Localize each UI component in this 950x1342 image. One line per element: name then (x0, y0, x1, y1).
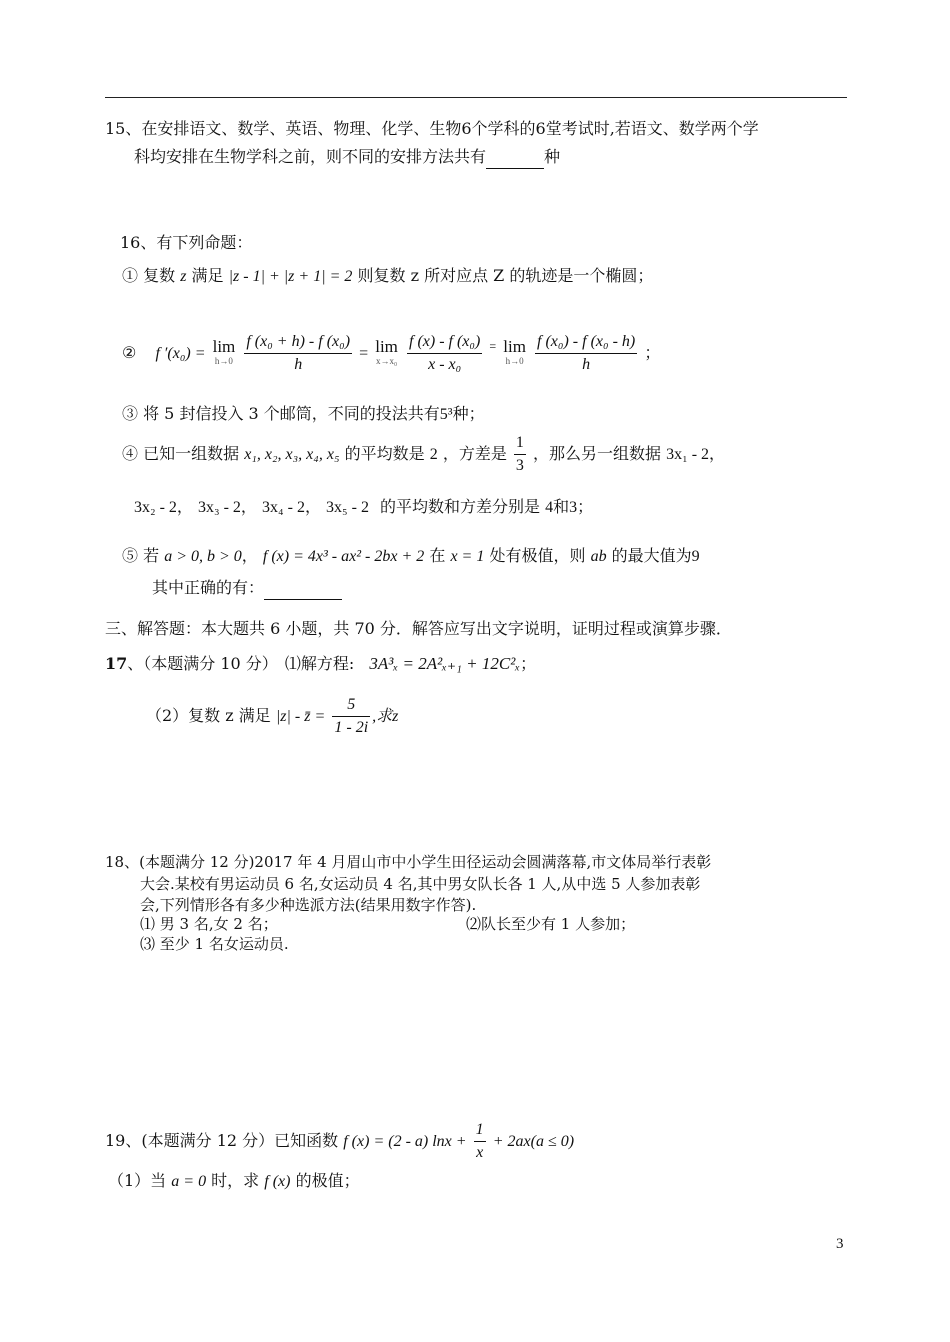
q16-p4-text1: ④ 已知一组数据 (122, 444, 240, 463)
comma: ， (176, 497, 193, 516)
frac-den: x - x₀ (428, 356, 462, 373)
frac-num: 5 (332, 695, 370, 717)
q16-p5-ab: ab (590, 548, 607, 565)
q16-p5-text1: ⑤ 若 (122, 546, 160, 565)
page-number: 3 (836, 1236, 844, 1252)
frac-num: f (x₀ + h) - f (x₀) (244, 332, 352, 354)
q16-p5-x: x = 1 (450, 548, 485, 565)
q16-answer-blank (264, 577, 342, 600)
q16-p4-d4: 3x₄ - 2 (262, 499, 305, 516)
q16-p4-text5: 的平均数和方差分别是 (380, 497, 541, 516)
q16-p4-mean: 2 (429, 446, 438, 463)
q18-subq2: ⑵队长至少有 1 人参加； (466, 915, 636, 933)
q16-p4-variance-frac (514, 433, 526, 476)
q16-p3-formula: 5³ (439, 406, 453, 423)
q16-proposition-3 (122, 403, 485, 426)
q17-part1 (105, 646, 536, 682)
lim-sub: h→0 (214, 355, 233, 366)
frac-den: h (582, 356, 591, 373)
q16-p5-text4: 的最大值为 (611, 546, 692, 565)
frac-den: 1 - 2i (334, 719, 369, 736)
lim-word: lim (503, 336, 526, 356)
q16-proposition-4-line1 (122, 432, 725, 477)
q19-p1-text1: （1）当 (108, 1171, 167, 1190)
q16-p1-prefix: ① 复数 (122, 266, 176, 285)
q16-p5-text3: 处有极值，则 (489, 546, 586, 565)
q16-eq-1: = (359, 345, 369, 362)
q16-p2-end: ； (644, 343, 661, 362)
q17-head: 、（本题满分 10 分） (127, 654, 278, 673)
q19-p1-cond: a = 0 (171, 1173, 207, 1190)
q19-head (105, 1118, 574, 1165)
q16-answer-line (152, 577, 342, 600)
lim-word: lim (212, 336, 236, 356)
q15-answer-blank (486, 146, 544, 169)
frac-den: h (294, 356, 303, 373)
q19-p1-f: f (x) (264, 1173, 291, 1190)
q16-p3-text: ③ 将 5 封信投入 3 个邮筒，不同的投法共有 (122, 404, 440, 423)
q16-p1-formula: |z - 1| + |z + 1| = 2 (228, 268, 353, 285)
q16-lim-2 (375, 336, 398, 368)
lim-sub: h→0 (505, 355, 524, 366)
q17-p1-label: ⑴解方程: (284, 654, 355, 673)
section3-heading: 三、解答题：本大题共 6 小题，共 70 分．解答应写出文字说明，证明过程或演算步骤． (105, 619, 732, 638)
q18-line3: 会,下列情形各有多少种选派方法(结果用数字作答). (140, 896, 477, 914)
q16-p4-d2: 3x₂ - 2 (134, 499, 177, 516)
q16-proposition-4-line2 (134, 496, 593, 519)
q15-text: 科均安排在生物学科之前，则不同的安排方法共有 (134, 147, 487, 166)
header-rule (105, 97, 847, 98)
lim-word: lim (375, 336, 398, 356)
q16-p4-text4: ，那么另一组数据 (533, 444, 662, 463)
q16-answer-text: 其中正确的有： (152, 578, 265, 597)
q16-p3-end: 种； (452, 404, 485, 423)
q16-p2-lhs: f ′(x₀) = (155, 345, 206, 362)
q16-p4-text2: 的平均数是 (344, 444, 425, 463)
frac-num: f (x₀) - f (x₀ - h) (535, 332, 637, 354)
frac-num: 1 (514, 433, 526, 455)
q16-p5-val: 9 (691, 548, 700, 565)
q17-p1-end: ； (520, 654, 537, 673)
q16-frac-3 (535, 332, 637, 375)
q16-p4-d1: 3x₁ - 2 (666, 446, 710, 463)
q18-line1: 18、(本题满分 12 分)2017 年 4 月眉山市中小学生田径运动会圆满落幕,市文体局举行表彰 (105, 853, 712, 871)
q16-p4-d1-end: ， (709, 444, 726, 463)
q16-p5-sep: ， (241, 546, 258, 565)
q16-p4-d5: 3x₅ - 2 (326, 499, 369, 516)
q16-p1-var: z (180, 268, 187, 285)
q16-p4-a: 4 (545, 499, 554, 516)
q16-proposition-1 (122, 265, 653, 288)
q15-unit: 种 (544, 147, 561, 166)
q16-p2-label: ② (122, 343, 137, 362)
comma: ， (240, 497, 257, 516)
q15-line2 (134, 146, 560, 169)
q16-p1-mid: 满足 (191, 266, 224, 285)
q17-p2-end: ,求z (372, 708, 399, 725)
q16-title: 16、有下列命题： (120, 233, 253, 252)
q16-lim-3 (503, 336, 526, 368)
q17-p2-frac (332, 695, 370, 738)
comma: ， (304, 497, 321, 516)
q16-frac-1 (244, 332, 352, 375)
q16-p4-data: x₁, x₂, x₃, x₄, x₅ (244, 446, 340, 463)
lim-sub: x→x₀ (376, 355, 398, 366)
q16-eq-2: = (489, 339, 497, 353)
q16-proposition-2 (122, 322, 660, 378)
q17-number: 17 (105, 654, 128, 673)
q16-p1-text: 则复数 z 所对应点 Z 的轨迹是一个椭圆； (357, 266, 654, 285)
q19-func-lhs: f (x) = (2 - a) lnx + (343, 1133, 467, 1150)
q18-subq3: ⑶ 至少 1 名女运动员. (140, 935, 289, 953)
q19-head-text: 19、(本题满分 12 分）已知函数 (105, 1131, 339, 1150)
frac-den: x (476, 1144, 484, 1161)
frac-num: 1 (474, 1120, 486, 1142)
frac-den: 3 (515, 457, 524, 474)
q17-p1-formula: 3A³ₓ = 2A²ₓ₊₁ + 12C²ₓ (369, 654, 521, 673)
q16-p4-text3: ，方差是 (442, 444, 507, 463)
q19-part1 (108, 1170, 360, 1193)
q19-p1-text2: 时，求 (211, 1171, 260, 1190)
q17-p2-lhs: |z| - z̄ = (275, 708, 326, 725)
q16-p5-text2: 在 (429, 546, 446, 565)
q15-line1: 15、在安排语文、数学、英语、物理、化学、生物6个学科的6堂考试时,若语文、数学两个学 (105, 119, 759, 138)
q16-proposition-5 (122, 545, 700, 568)
q17-part2 (146, 693, 398, 740)
q16-lim-1 (212, 336, 236, 368)
q16-p5-func: f (x) = 4x³ - ax² - 2bx + 2 (262, 548, 425, 565)
frac-num: f (x) - f (x₀) (407, 332, 482, 354)
q16-p4-b: 3 (569, 499, 578, 516)
q16-p4-end: ； (577, 497, 594, 516)
q16-p5-cond: a > 0, b > 0 (164, 548, 242, 565)
q19-frac (474, 1120, 486, 1163)
q16-p4-d3: 3x₃ - 2 (198, 499, 241, 516)
q19-func-rhs: + 2ax(a ≤ 0) (492, 1133, 575, 1150)
q18-subq1: ⑴ 男 3 名,女 2 名； (140, 915, 278, 933)
q16-p4-and: 和 (553, 497, 570, 516)
q18-line2: 大会.某校有男运动员 6 名,女运动员 4 名,其中男女队长各 1 人,从中选 5 人参加表彰 (140, 875, 701, 893)
q19-p1-text3: 的极值； (295, 1171, 360, 1190)
q16-frac-2 (407, 332, 482, 375)
q17-p2-label: （2）复数 z 满足 (146, 706, 271, 725)
